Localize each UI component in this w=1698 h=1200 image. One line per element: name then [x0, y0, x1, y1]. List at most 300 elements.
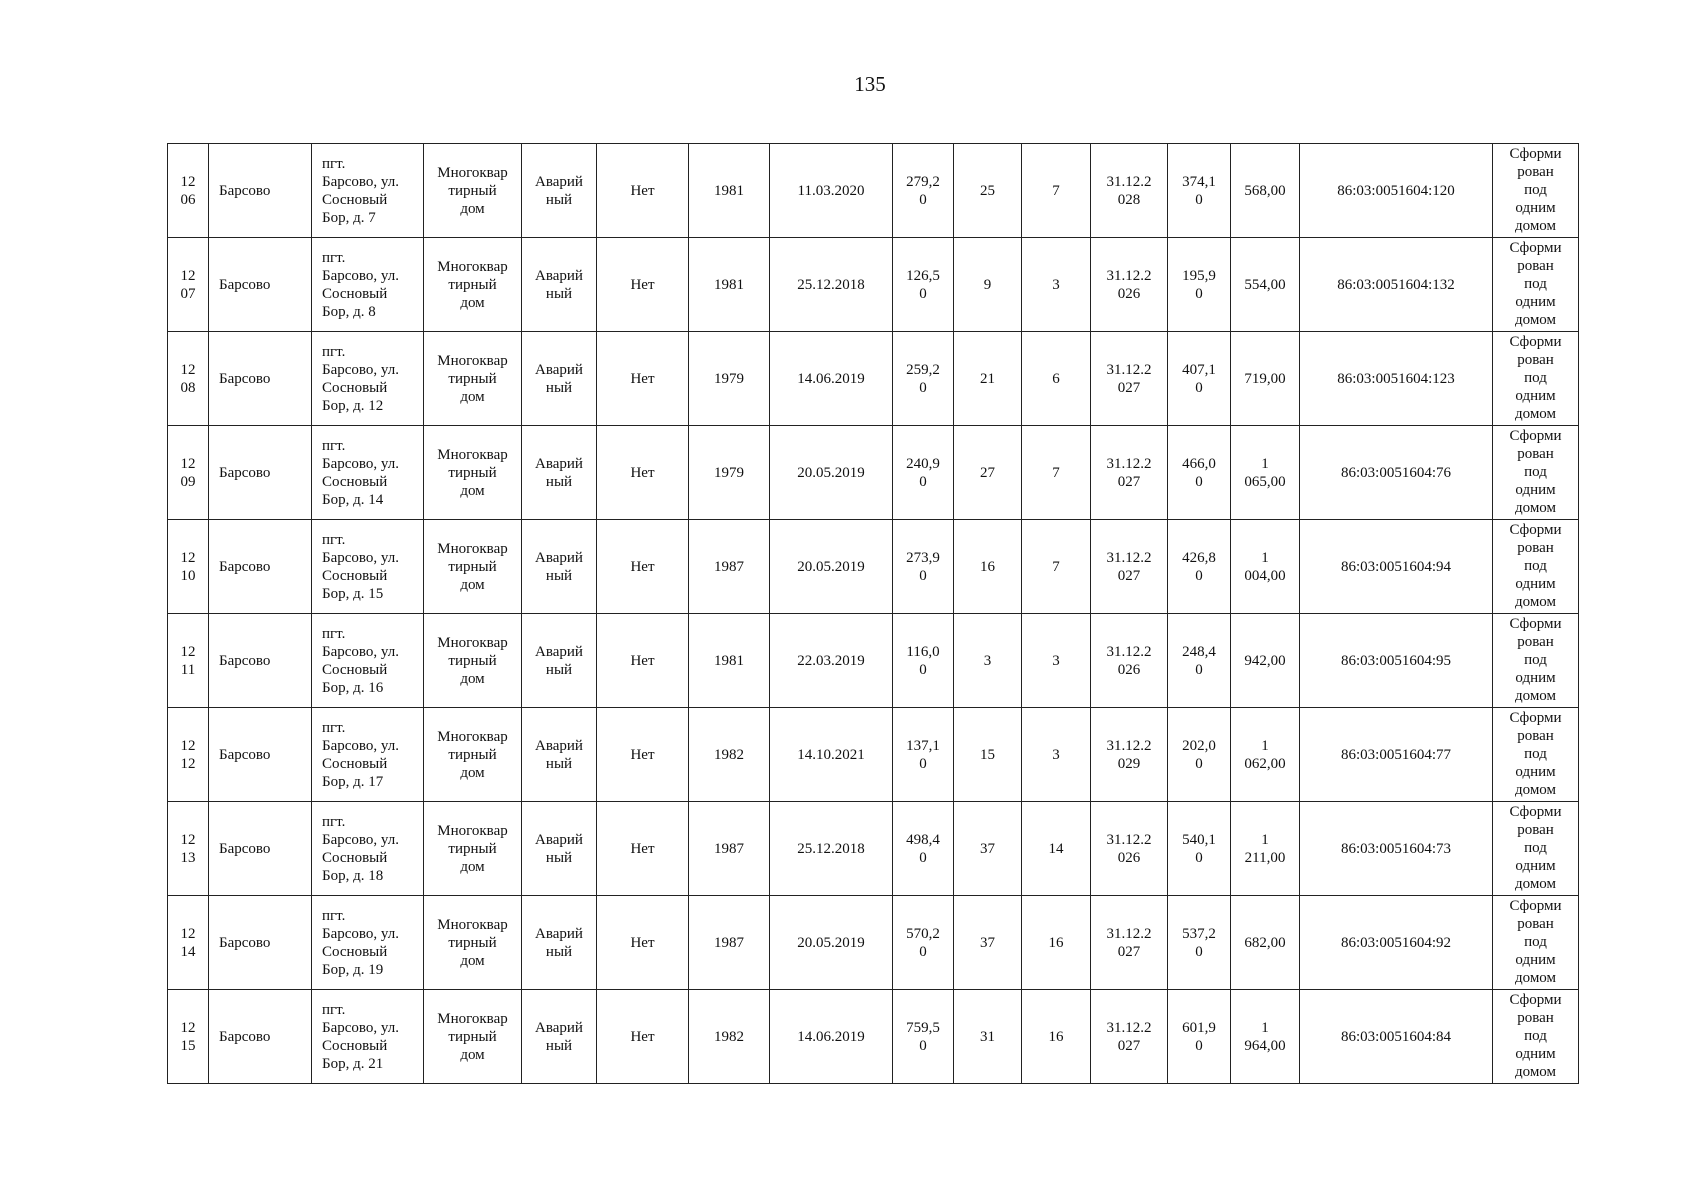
cell-note-line: рован: [1517, 164, 1554, 180]
cell-area-line: 759,5: [906, 1019, 940, 1036]
cell-number: [168, 802, 209, 896]
cell-area-line: 0: [919, 943, 927, 960]
cell-deadline-line: 026: [1117, 285, 1141, 302]
cell-cost-lines: [1233, 1019, 1297, 1055]
cell-area-2-line: 426,8: [1182, 549, 1216, 566]
cell-note-line: одним: [1515, 952, 1556, 968]
cell-deadline-lines: [1093, 643, 1165, 679]
cell-area-lines: [895, 549, 951, 585]
cell-condition: [522, 802, 597, 896]
cell-area-2-line: 0: [1195, 191, 1203, 208]
cell-condition: [522, 896, 597, 990]
table-row: [168, 802, 1579, 896]
cell-number-line: 09: [180, 473, 196, 490]
cell-area: [893, 990, 954, 1084]
cell-condition-line: Аварий: [535, 549, 583, 566]
cell-date: 11.03.2020: [770, 144, 893, 238]
cell-note-line: под: [1524, 370, 1547, 386]
cell-number-lines: [170, 1019, 206, 1055]
cell-note: [1493, 896, 1579, 990]
cell-building-type-line: тирный: [448, 840, 497, 857]
cell-condition-lines: [524, 361, 594, 397]
cell-cost-lines: [1233, 831, 1297, 867]
cell-deadline-lines: [1093, 549, 1165, 585]
cell-number: [168, 144, 209, 238]
cell-area-2-line: 0: [1195, 849, 1203, 866]
cell-area-2-line: 0: [1195, 567, 1203, 584]
cell-condition-line: Аварий: [535, 831, 583, 848]
cell-number-line: 12: [180, 925, 196, 942]
cell-area: [893, 708, 954, 802]
cell-area: [893, 896, 954, 990]
cell-address-line: Сосновый: [322, 661, 388, 678]
cell-cost-line: 1: [1261, 737, 1269, 754]
cell-flag: Нет: [597, 802, 689, 896]
cell-condition-line: ный: [545, 191, 573, 208]
cell-year: 1987: [689, 520, 770, 614]
cell-flag: Нет: [597, 238, 689, 332]
cell-building-type: [424, 426, 522, 520]
cell-deadline-line: 31.12.2: [1106, 361, 1152, 378]
cell-condition: [522, 426, 597, 520]
cell-flag: Нет: [597, 426, 689, 520]
cell-area-lines: [895, 361, 951, 397]
cell-deadline-line: 31.12.2: [1106, 643, 1152, 660]
cell-note-lines: [1495, 708, 1576, 801]
cell-building-type-line: дом: [460, 952, 485, 969]
cell-address-line: Сосновый: [322, 1037, 388, 1054]
cell-area-lines: [895, 267, 951, 303]
cell-note-line: под: [1524, 182, 1547, 198]
cell-cadastral-number: 86:03:0051604:73: [1300, 802, 1493, 896]
cell-deadline-line: 027: [1117, 1037, 1141, 1054]
cell-area-2-line: 248,4: [1182, 643, 1216, 660]
cell-deadline-line: 027: [1117, 943, 1141, 960]
cell-deadline-line: 026: [1117, 661, 1141, 678]
cell-number: [168, 332, 209, 426]
cell-condition-line: ный: [545, 1037, 573, 1054]
cell-cost: [1231, 990, 1300, 1084]
cell-condition-line: Аварий: [535, 1019, 583, 1036]
cell-note-line: домом: [1514, 970, 1557, 986]
cell-area-lines: [895, 173, 951, 209]
cell-note-line: под: [1524, 840, 1547, 856]
cell-building-type-lines: [426, 822, 519, 876]
cell-note-line: под: [1524, 934, 1547, 950]
cell-area: [893, 614, 954, 708]
cell-deadline-lines: [1093, 831, 1165, 867]
cell-building-type-line: дом: [460, 388, 485, 405]
cell-address-line: Барсово, ул.: [322, 361, 399, 378]
cell-number: [168, 896, 209, 990]
cell-note-line: одним: [1515, 670, 1556, 686]
cell-note-lines: [1495, 520, 1576, 613]
cell-area-2-lines: [1170, 737, 1228, 773]
cell-condition-lines: [524, 267, 594, 303]
cell-deadline-line: 31.12.2: [1106, 1019, 1152, 1036]
cell-area-2-line: 0: [1195, 285, 1203, 302]
cell-condition-lines: [524, 455, 594, 491]
cell-condition-lines: [524, 831, 594, 867]
cell-year: 1987: [689, 802, 770, 896]
cell-number-line: 10: [180, 567, 196, 584]
cell-building-type-line: дом: [460, 482, 485, 499]
cell-note: [1493, 614, 1579, 708]
cell-building-type-line: тирный: [448, 558, 497, 575]
cell-number-line: 12: [180, 755, 196, 772]
cell-address-line: Барсово, ул.: [322, 831, 399, 848]
cell-note-line: домом: [1514, 406, 1557, 422]
cell-deadline: [1091, 802, 1168, 896]
cell-address: [312, 426, 424, 520]
cell-note-line: Сформи: [1509, 146, 1562, 162]
cell-cost: [1231, 144, 1300, 238]
cell-cost: [1231, 238, 1300, 332]
cell-address-line: пгт.: [322, 907, 346, 924]
cell-year: 1982: [689, 990, 770, 1084]
table-body: [168, 144, 1579, 1084]
cell-building-type: [424, 614, 522, 708]
cell-note: [1493, 332, 1579, 426]
cell-area: [893, 144, 954, 238]
cell-cost-lines: [1233, 182, 1297, 200]
cell-area-2-lines: [1170, 455, 1228, 491]
cell-note-lines: [1495, 144, 1576, 237]
cell-cost-line: 1: [1261, 549, 1269, 566]
cell-address: [312, 614, 424, 708]
cell-address-line: Сосновый: [322, 849, 388, 866]
cell-number-line: 15: [180, 1037, 196, 1054]
cell-building-type-line: Многоквар: [437, 634, 508, 651]
cell-number-line: 07: [180, 285, 196, 302]
cell-building-type-line: дом: [460, 294, 485, 311]
cell-note-line: Сформи: [1509, 710, 1562, 726]
cell-area-2-line: 202,0: [1182, 737, 1216, 754]
cell-address-lines: [322, 531, 421, 603]
cell-deadline: [1091, 144, 1168, 238]
cell-number-lines: [170, 737, 206, 773]
cell-deadline-line: 029: [1117, 755, 1141, 772]
cell-building-type: [424, 990, 522, 1084]
cell-year: 1987: [689, 896, 770, 990]
cell-deadline-line: 026: [1117, 849, 1141, 866]
cell-area-2-line: 0: [1195, 755, 1203, 772]
cell-address-lines: [322, 155, 421, 227]
cell-building-type-line: Многоквар: [437, 822, 508, 839]
cell-area-line: 240,9: [906, 455, 940, 472]
cell-cost: [1231, 332, 1300, 426]
cell-note-line: под: [1524, 1028, 1547, 1044]
cell-settlement: Барсово: [209, 802, 312, 896]
cell-area-2-line: 0: [1195, 1037, 1203, 1054]
cell-deadline: [1091, 990, 1168, 1084]
cell-year: 1981: [689, 614, 770, 708]
cell-cost: [1231, 614, 1300, 708]
cell-address-line: Сосновый: [322, 473, 388, 490]
cell-note-line: Сформи: [1509, 240, 1562, 256]
cell-deadline-lines: [1093, 737, 1165, 773]
cell-cost-line: 719,00: [1244, 370, 1286, 387]
cell-address-line: Сосновый: [322, 285, 388, 302]
cell-cadastral-number: 86:03:0051604:95: [1300, 614, 1493, 708]
cell-condition-line: Аварий: [535, 643, 583, 660]
cell-cost-lines: [1233, 276, 1297, 294]
cell-number-line: 14: [180, 943, 196, 960]
cell-building-type-line: Многоквар: [437, 728, 508, 745]
cell-note-line: Сформи: [1509, 334, 1562, 350]
cell-cost-line: 1: [1261, 455, 1269, 472]
cell-address-line: Барсово, ул.: [322, 643, 399, 660]
cell-area-2: [1168, 332, 1231, 426]
cell-year: 1981: [689, 144, 770, 238]
cell-address-line: Бор, д. 8: [322, 303, 376, 320]
cell-address-lines: [322, 813, 421, 885]
cell-number-line: 12: [180, 831, 196, 848]
cell-address-line: Бор, д. 16: [322, 679, 384, 696]
cell-area-2-lines: [1170, 361, 1228, 397]
cell-number: [168, 238, 209, 332]
cell-building-type: [424, 708, 522, 802]
cell-cadastral-number: 86:03:0051604:132: [1300, 238, 1493, 332]
cell-cost-line: 964,00: [1244, 1037, 1286, 1054]
cell-cost-line: 554,00: [1244, 276, 1286, 293]
cell-area-2-line: 0: [1195, 661, 1203, 678]
cell-residents: 27: [954, 426, 1022, 520]
housing-registry-table: [167, 143, 1579, 1084]
cell-cadastral-number: 86:03:0051604:77: [1300, 708, 1493, 802]
cell-note: [1493, 708, 1579, 802]
cell-area-line: 0: [919, 473, 927, 490]
cell-area-lines: [895, 1019, 951, 1055]
cell-deadline-line: 31.12.2: [1106, 455, 1152, 472]
cell-building-type-line: дом: [460, 576, 485, 593]
cell-note-line: рован: [1517, 446, 1554, 462]
cell-condition-lines: [524, 643, 594, 679]
cell-note-lines: [1495, 990, 1576, 1083]
cell-address-lines: [322, 1001, 421, 1073]
cell-settlement: Барсово: [209, 520, 312, 614]
cell-address-line: Барсово, ул.: [322, 267, 399, 284]
cell-deadline: [1091, 896, 1168, 990]
cell-note-line: домом: [1514, 1064, 1557, 1080]
cell-cost: [1231, 896, 1300, 990]
cell-cadastral-number: 86:03:0051604:76: [1300, 426, 1493, 520]
cell-condition: [522, 238, 597, 332]
cell-address-line: Барсово, ул.: [322, 455, 399, 472]
cell-date: 14.06.2019: [770, 332, 893, 426]
cell-year: 1979: [689, 426, 770, 520]
cell-cost-lines: [1233, 737, 1297, 773]
cell-note-line: рован: [1517, 258, 1554, 274]
cell-deadline-line: 31.12.2: [1106, 267, 1152, 284]
cell-building-type-line: тирный: [448, 370, 497, 387]
cell-date: 25.12.2018: [770, 238, 893, 332]
cell-area-2: [1168, 520, 1231, 614]
cell-condition-line: ный: [545, 379, 573, 396]
table-row: [168, 238, 1579, 332]
cell-number: [168, 614, 209, 708]
cell-building-type-line: дом: [460, 1046, 485, 1063]
cell-deadline-lines: [1093, 1019, 1165, 1055]
cell-area-2-line: 195,9: [1182, 267, 1216, 284]
cell-note-line: рован: [1517, 916, 1554, 932]
cell-area-2-lines: [1170, 549, 1228, 585]
cell-deadline: [1091, 238, 1168, 332]
cell-address-lines: [322, 719, 421, 791]
cell-deadline-lines: [1093, 267, 1165, 303]
cell-condition: [522, 990, 597, 1084]
cell-cost-line: 065,00: [1244, 473, 1286, 490]
cell-area-2-line: 540,1: [1182, 831, 1216, 848]
cell-area: [893, 332, 954, 426]
cell-condition-line: ный: [545, 567, 573, 584]
cell-area-line: 0: [919, 1037, 927, 1054]
cell-deadline-line: 027: [1117, 567, 1141, 584]
cell-note-line: рован: [1517, 634, 1554, 650]
cell-building-type-lines: [426, 446, 519, 500]
cell-number-line: 13: [180, 849, 196, 866]
cell-building-type-line: тирный: [448, 746, 497, 763]
cell-date: 20.05.2019: [770, 896, 893, 990]
cell-area-line: 0: [919, 567, 927, 584]
cell-settlement: Барсово: [209, 332, 312, 426]
cell-building-type-line: дом: [460, 200, 485, 217]
cell-cadastral-number: 86:03:0051604:92: [1300, 896, 1493, 990]
cell-building-type-line: дом: [460, 670, 485, 687]
cell-building-type-line: тирный: [448, 182, 497, 199]
cell-area-2-line: 0: [1195, 379, 1203, 396]
cell-number-lines: [170, 549, 206, 585]
cell-address-line: Сосновый: [322, 755, 388, 772]
cell-note-line: рован: [1517, 728, 1554, 744]
cell-building-type: [424, 520, 522, 614]
cell-deadline-line: 31.12.2: [1106, 737, 1152, 754]
cell-area-2: [1168, 238, 1231, 332]
cell-deadline-lines: [1093, 173, 1165, 209]
cell-area-2: [1168, 708, 1231, 802]
cell-address-line: Бор, д. 21: [322, 1055, 384, 1072]
cell-deadline-line: 027: [1117, 379, 1141, 396]
cell-date: 22.03.2019: [770, 614, 893, 708]
cell-area-2-line: 601,9: [1182, 1019, 1216, 1036]
cell-condition-line: ный: [545, 849, 573, 866]
cell-note-line: рован: [1517, 822, 1554, 838]
cell-note-line: под: [1524, 652, 1547, 668]
cell-condition-line: ный: [545, 755, 573, 772]
cell-area-2-lines: [1170, 831, 1228, 867]
cell-area-lines: [895, 737, 951, 773]
cell-area-2: [1168, 896, 1231, 990]
cell-note-line: домом: [1514, 312, 1557, 328]
cell-flag: Нет: [597, 332, 689, 426]
cell-cost-line: 942,00: [1244, 652, 1286, 669]
cell-building-type-line: Многоквар: [437, 916, 508, 933]
cell-area-lines: [895, 925, 951, 961]
cell-building-type: [424, 802, 522, 896]
cell-units: 3: [1022, 614, 1091, 708]
cell-number: [168, 520, 209, 614]
cell-note-line: домом: [1514, 688, 1557, 704]
table-row: [168, 896, 1579, 990]
cell-area-line: 259,2: [906, 361, 940, 378]
cell-note-line: рован: [1517, 540, 1554, 556]
table-row: [168, 144, 1579, 238]
cell-deadline-line: 027: [1117, 473, 1141, 490]
cell-area-line: 0: [919, 849, 927, 866]
cell-building-type-lines: [426, 728, 519, 782]
cell-note-line: одним: [1515, 482, 1556, 498]
cell-building-type-line: дом: [460, 764, 485, 781]
cell-condition-line: Аварий: [535, 173, 583, 190]
cell-number-lines: [170, 361, 206, 397]
cell-note-line: домом: [1514, 876, 1557, 892]
cell-condition-lines: [524, 737, 594, 773]
cell-area-lines: [895, 455, 951, 491]
cell-address-line: Барсово, ул.: [322, 549, 399, 566]
cell-note-line: под: [1524, 558, 1547, 574]
cell-area-2-lines: [1170, 925, 1228, 961]
cell-flag: Нет: [597, 144, 689, 238]
cell-area-line: 0: [919, 191, 927, 208]
cell-settlement: Барсово: [209, 144, 312, 238]
cell-condition: [522, 144, 597, 238]
cell-flag: Нет: [597, 896, 689, 990]
cell-note-line: одним: [1515, 1046, 1556, 1062]
cell-area-2: [1168, 614, 1231, 708]
cell-flag: Нет: [597, 520, 689, 614]
cell-number-line: 12: [180, 643, 196, 660]
cell-building-type-lines: [426, 164, 519, 218]
cell-address-line: пгт.: [322, 531, 346, 548]
cell-units: 16: [1022, 990, 1091, 1084]
cell-cadastral-number: 86:03:0051604:84: [1300, 990, 1493, 1084]
cell-deadline: [1091, 614, 1168, 708]
cell-address: [312, 896, 424, 990]
cell-building-type: [424, 332, 522, 426]
cell-number: [168, 708, 209, 802]
cell-building-type-lines: [426, 1010, 519, 1064]
cell-note: [1493, 802, 1579, 896]
cell-units: 6: [1022, 332, 1091, 426]
cell-address-line: Барсово, ул.: [322, 1019, 399, 1036]
cell-address-line: Бор, д. 17: [322, 773, 384, 790]
cell-residents: 3: [954, 614, 1022, 708]
cell-address: [312, 520, 424, 614]
cell-deadline: [1091, 332, 1168, 426]
cell-cost-line: 004,00: [1244, 567, 1286, 584]
cell-building-type-line: Многоквар: [437, 446, 508, 463]
cell-units: 3: [1022, 238, 1091, 332]
cell-units: 7: [1022, 144, 1091, 238]
cell-cadastral-number: 86:03:0051604:120: [1300, 144, 1493, 238]
cell-deadline-lines: [1093, 925, 1165, 961]
cell-area-2-lines: [1170, 173, 1228, 209]
cell-cost-line: 062,00: [1244, 755, 1286, 772]
cell-deadline: [1091, 708, 1168, 802]
cell-note-lines: [1495, 332, 1576, 425]
cell-cost-line: 568,00: [1244, 182, 1286, 199]
cell-number-line: 11: [180, 661, 196, 678]
cell-number: [168, 426, 209, 520]
cell-area-line: 116,0: [906, 643, 940, 660]
cell-number-line: 12: [180, 549, 196, 566]
cell-cost-line: 1: [1261, 831, 1269, 848]
cell-cost-lines: [1233, 652, 1297, 670]
cell-units: 3: [1022, 708, 1091, 802]
cell-area-line: 279,2: [906, 173, 940, 190]
cell-cost-lines: [1233, 549, 1297, 585]
cell-area-line: 570,2: [906, 925, 940, 942]
